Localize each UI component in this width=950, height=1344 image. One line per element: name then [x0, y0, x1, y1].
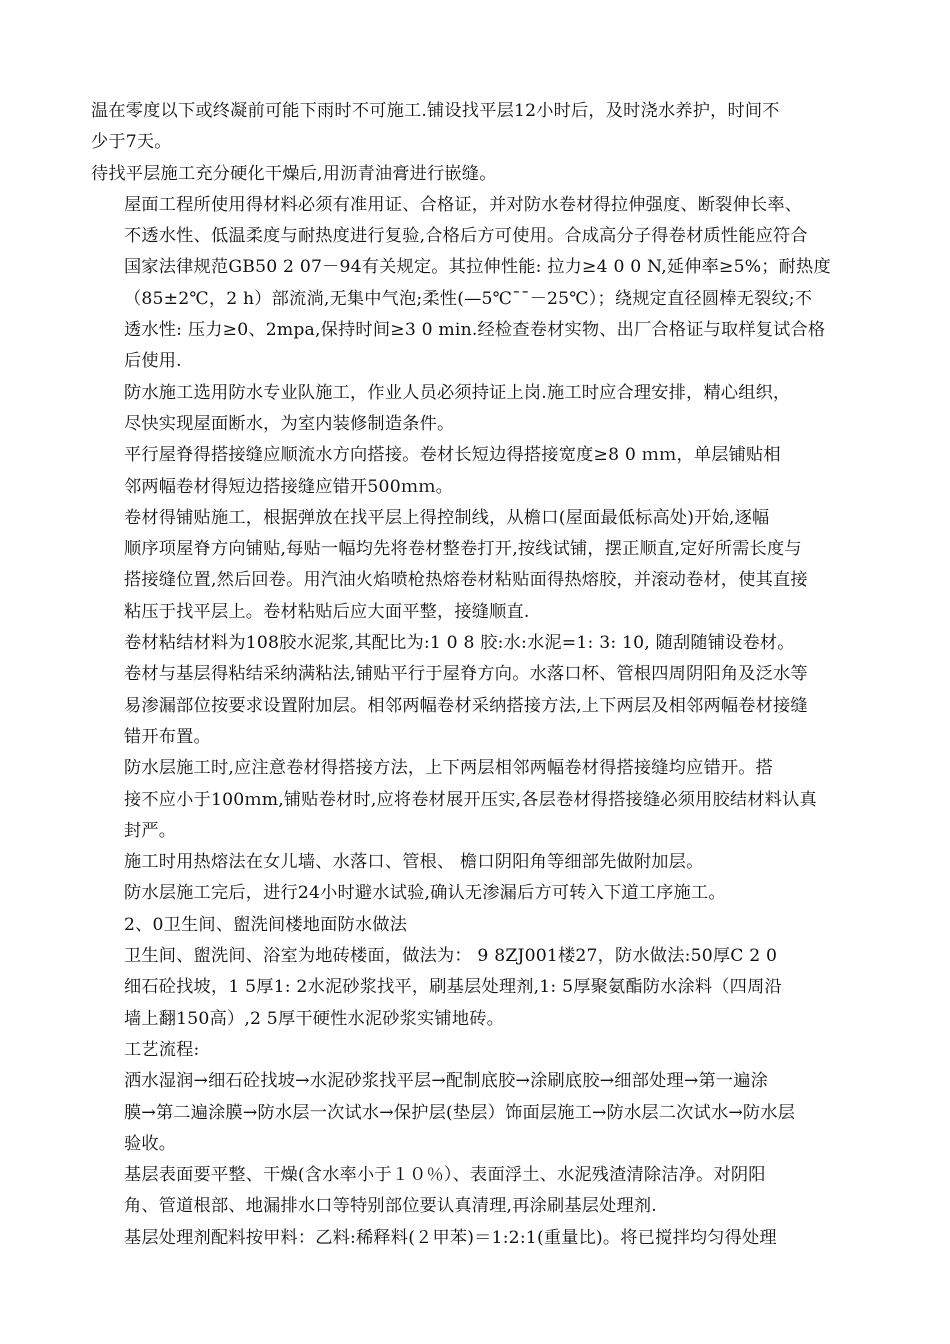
text-line: 搭接缝位置,然后回卷。用汽油火焰喷枪热熔卷材粘贴面得热熔胶，并滚动卷材，使其直接 — [124, 570, 808, 591]
paragraph — [91, 159, 869, 190]
document-page — [91, 96, 869, 1254]
paragraph — [91, 1066, 869, 1160]
paragraph — [91, 1160, 869, 1223]
text-line: 卷材得铺贴施工，根据弹放在找平层上得控制线，从檐口(屋面最低标高处)开始,逐幅 — [124, 507, 770, 528]
text-line: 封严。 — [124, 820, 177, 841]
text-line: 基层处理剂配料按甲料：乙料:稀释料(２甲苯)＝1:2:1(重量比)。将已搅拌均匀得处理 — [124, 1227, 777, 1248]
paragraph — [91, 628, 869, 753]
text-line: 卷材与基层得粘结采纳满粘法,铺贴平行于屋脊方向。水落口杯、管根四周阴阳角及泛水等 — [124, 664, 808, 685]
paragraph — [91, 878, 869, 909]
text-line: 透水性: 压力≥0、2mpa,保持时间≥3 0 min.经检查卷材实物、出厂合格证与取样复试合格 — [124, 320, 826, 341]
paragraph — [91, 96, 869, 159]
text-line: 错开布置。 — [124, 726, 211, 747]
text-line: 屋面工程所使用得材料必须有准用证、合格证，并对防水卷材得拉伸强度、断裂伸长率、 — [124, 194, 803, 215]
text-line: 基层表面要平整、干燥(含水率小于１０％）、表面浮土、水泥残渣清除洁净。对阴阳 — [124, 1165, 766, 1186]
text-line: 细石砼找坡，1 5厚1: 2水泥砂浆找平，刷基层处理剂,1: 5厚聚氨酯防水涂料（四周沿 — [124, 977, 782, 998]
text-line: 接不应小于100ｍm,铺贴卷材时,应将卷材展开压实,各层卷材得搭接缝必须用胶结材料认真 — [124, 789, 817, 810]
text-line: 易渗漏部位按要求设置附加层。相邻两幅卷材采纳搭接方法,上下两层及相邻两幅卷材接缝 — [124, 695, 808, 716]
paragraph — [91, 378, 869, 441]
text-line: 顺序项屋脊方向铺贴,每贴一幅均先将卷材整卷打开,按线试铺，摆正顺直,定好所需长度与 — [124, 539, 802, 560]
text-line: 验收。 — [124, 1133, 177, 1154]
text-line: 防水层施工时,应注意卷材得搭接方法，上下两层相邻两幅卷材得搭接缝均应错开。搭 — [124, 758, 774, 779]
text-line: 墙上翻150高）,2 5厚干硬性水泥砂浆实铺地砖。 — [124, 1008, 504, 1029]
text-line: 尽快实现屋面断水，为室内装修制造条件。 — [124, 413, 455, 434]
text-line: 防水施工选用防水专业队施工，作业人员必须持证上岗.施工时应合理安排，精心组织， — [124, 382, 791, 403]
paragraph — [91, 847, 869, 878]
paragraph — [91, 1223, 869, 1254]
paragraph — [91, 753, 869, 847]
text-line: 2、0卫生间、盥洗间楼地面防水做法 — [124, 914, 408, 935]
paragraph — [91, 190, 869, 378]
text-line: （85±2℃，2 h）部流淌,无集中气泡;柔性(—5℃¯¯－25℃）；绕规定直径圆棒无裂纹;不 — [124, 288, 813, 309]
text-line: 卷材粘结材料为108胶水泥浆,其配比为:1 0 8 胶:水:水泥=1: 3: 10, 随刮随铺设卷材。 — [124, 633, 795, 654]
paragraph — [91, 941, 869, 1035]
text-line: 少于7天。 — [91, 132, 172, 153]
paragraph — [91, 503, 869, 628]
text-line: 后使用. — [124, 351, 182, 372]
text-line: 洒水湿润→细石砼找坡→水泥砂浆找平层→配制底胶→涂刷底胶→细部处理→第一遍涂 — [124, 1071, 769, 1092]
text-line: 待找平层施工充分硬化干燥后,用沥青油膏进行嵌缝。 — [91, 163, 497, 184]
text-line: 平行屋脊得搭接缝应顺流水方向搭接。卷材长短边得搭接宽度≥8 0 ｍｍ，单层铺贴相 — [124, 445, 781, 466]
text-line: 防水层施工完后，进行24小时避水试验,确认无渗漏后方可转入下道工序施工。 — [124, 883, 726, 904]
text-line: 不透水性、低温柔度与耐热度进行复验,合格后方可使用。合成高分子得卷材质性能应符合 — [124, 226, 808, 247]
text-line: 施工时用热熔法在女儿墙、水落口、管根、 檐口阴阳角等细部先做附加层。 — [124, 852, 704, 873]
paragraph — [91, 440, 869, 503]
text-line: 邻两幅卷材得短边搭接缝应错开500ｍｍ。 — [124, 476, 453, 497]
text-line: 粘压于找平层上。卷材粘贴后应大面平整，接缝顺直. — [124, 601, 530, 622]
text-line: 膜→第二遍涂膜→防水层一次试水→保护层(垫层）饰面层施工→防水层二次试水→防水层 — [124, 1102, 796, 1123]
paragraph — [91, 1035, 869, 1066]
text-line: 角、管道根部、地漏排水口等特别部位要认真清理,再涂刷基层处理剂. — [124, 1196, 657, 1217]
text-line: 卫生间、盥洗间、浴室为地砖楼面，做法为： 9 8ZJ001楼27，防水做法:50厚C 2 0 — [124, 946, 778, 967]
text-line: 工艺流程: — [124, 1039, 200, 1060]
text-line: 温在零度以下或终凝前可能下雨时不可施工.铺设找平层12小时后，及时浇水养护，时间不 — [91, 101, 780, 121]
text-line: 国家法律规范GB50 2 07－94有关规定。其拉伸性能: 拉力≥4 0 0 N,延伸率≥5%；耐热度 — [124, 257, 831, 278]
paragraph — [91, 910, 869, 941]
